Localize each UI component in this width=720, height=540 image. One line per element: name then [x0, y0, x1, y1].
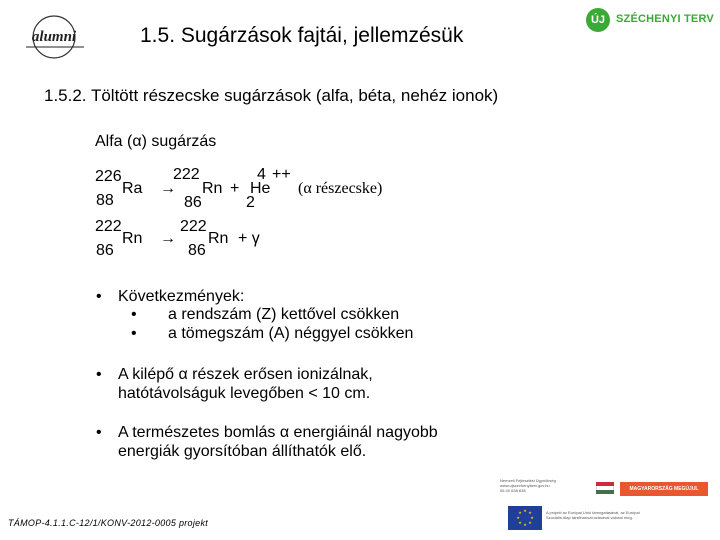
arrow-1: →: [160, 180, 176, 197]
bullet-ionize-line-2: hatótávolságuk levegőben < 10 cm.: [118, 385, 371, 402]
plus-gamma: + γ: [238, 230, 260, 247]
alumni-logo-text: alumni: [31, 29, 77, 45]
symbol-ra: Ra: [122, 180, 143, 197]
symbol-rn-2: Rn: [208, 230, 229, 247]
eu-stars-icon: [508, 506, 542, 530]
sub-bullet-dot: •: [131, 325, 137, 342]
svg-text:★: ★: [518, 520, 522, 525]
bullet-energy-line-1: A természetes bomlás α energiáinál nagyobb: [118, 424, 438, 441]
svg-text:★: ★: [523, 508, 527, 513]
bullet-energy-line-2: energiák gyorsítóban állíthatók elő.: [118, 443, 367, 460]
sub-bullet-z: a rendszám (Z) kettővel csökken: [168, 306, 400, 323]
megujul-badge: MAGYARORSZÁG MEGÚJUL: [620, 482, 708, 496]
eu-text-line: A projekt az Európai Unió támogatásával, az Európai: [546, 510, 640, 515]
plus-1: +: [230, 180, 240, 197]
atomic-rn: 86: [184, 194, 202, 211]
sponsor-info-line: www.ujszechenyiterv.gov.hu: [500, 483, 550, 488]
bullet-dot: •: [96, 366, 102, 383]
atomic-rn-2: 86: [188, 242, 206, 259]
sub-bullet-a: a tömegszám (A) néggyel csökken: [168, 325, 414, 342]
svg-text:★: ★: [528, 510, 532, 515]
mass-rn-1: 222: [95, 218, 122, 235]
symbol-rn: Rn: [202, 180, 223, 197]
eu-text: [546, 510, 640, 520]
project-footer: TÁMOP-4.1.1.C-12/1/KONV-2012-0005 projekt: [8, 518, 209, 528]
bullet-ionize-line-1: A kilépő α részek erősen ionizálnak,: [118, 366, 373, 383]
mass-rn: 222: [173, 166, 200, 183]
szechenyi-label: SZÉCHENYI TERV: [616, 13, 714, 25]
alpha-heading: Alfa (α) sugárzás: [95, 133, 217, 150]
bullet-dot: •: [96, 288, 102, 305]
svg-text:★: ★: [530, 515, 534, 520]
atomic-rn-1: 86: [96, 242, 114, 259]
atomic-ra: 88: [96, 192, 114, 209]
page-title: 1.5. Sugárzások fajtái, jellemzésük: [140, 24, 464, 47]
eu-text-line: Szociális Alap társfinanszírozásával valósul meg.: [546, 515, 633, 520]
arrow-2: →: [160, 230, 176, 247]
symbol-he: He: [250, 180, 271, 197]
mass-rn-2: 222: [180, 218, 207, 235]
svg-text:★: ★: [523, 522, 527, 527]
section-subtitle: 1.5.2. Töltött részecske sugárzások (alfa, béta, nehéz ionok): [44, 86, 499, 105]
sponsor-info-line: Nemzeti Fejlesztési Ügynökség: [500, 478, 556, 483]
hungarian-flag-icon: [596, 482, 614, 494]
svg-text:★: ★: [516, 515, 520, 520]
bullet-consequences: Következmények:: [118, 288, 245, 305]
mass-he: 4: [257, 166, 266, 183]
eu-flag-icon: [508, 506, 542, 530]
svg-text:★: ★: [528, 520, 532, 525]
sponsor-block: [500, 474, 712, 536]
alpha-note: (α részecske): [298, 180, 383, 197]
bullet-dot: •: [96, 424, 102, 441]
symbol-rn-1: Rn: [122, 230, 143, 247]
svg-text:★: ★: [518, 510, 522, 515]
sub-bullet-dot: •: [131, 306, 137, 323]
sponsor-info: [500, 478, 556, 493]
mass-ra: 226: [95, 168, 122, 185]
charge-he: ++: [272, 166, 291, 183]
szechenyi-circle-icon: ÚJ: [586, 8, 610, 32]
atomic-he: 2: [246, 194, 255, 211]
sponsor-info-line: 06 40 638 638: [500, 488, 526, 493]
